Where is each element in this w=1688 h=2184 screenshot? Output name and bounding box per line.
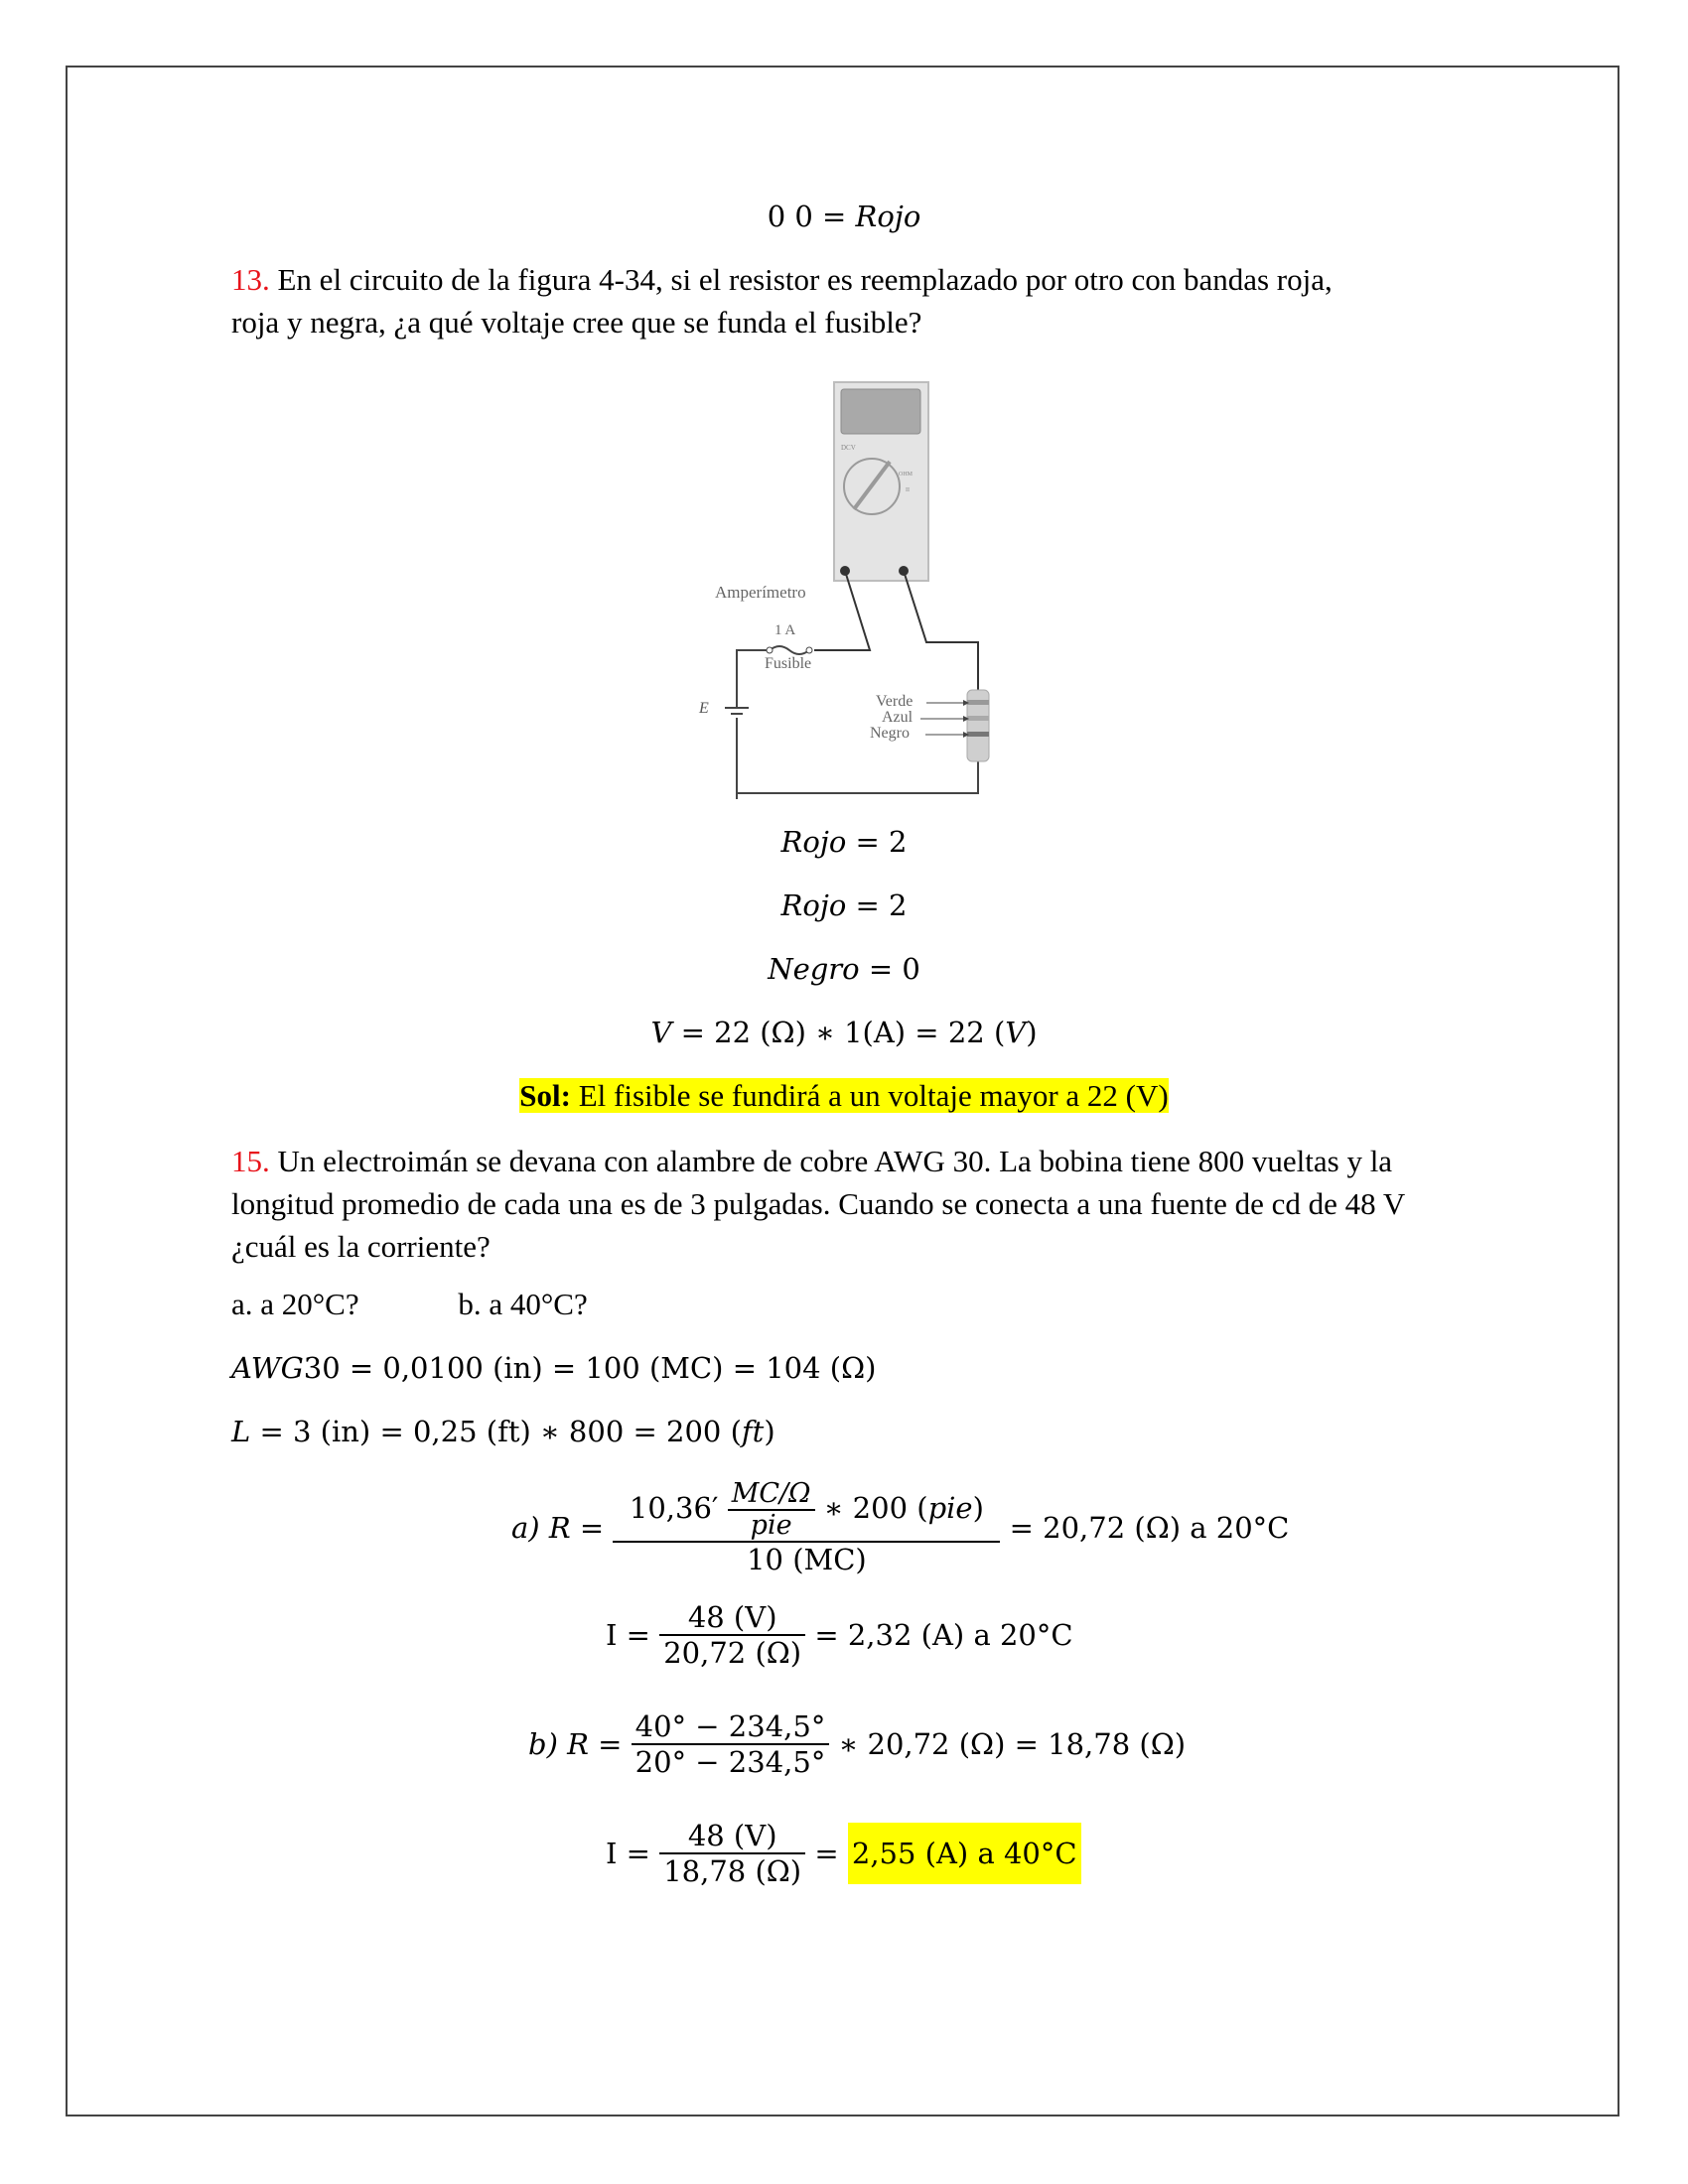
current-fraction <box>659 1819 805 1888</box>
question-text: roja y negra, ¿a qué voltaje cree que se funda el fusible? <box>231 305 922 340</box>
final-answer-highlight: 2,55 (A) a 40°C <box>848 1823 1081 1884</box>
color-value: = 2 <box>846 825 908 859</box>
voltage-numerator: 48 (V) <box>687 1819 777 1852</box>
fuse-label: Fusible <box>765 655 812 672</box>
current-40c-equation <box>606 1819 1081 1888</box>
awg-label: AWG <box>231 1351 304 1385</box>
part-a-label: a) R = <box>511 1511 614 1545</box>
length-values: = 3 (in) = 0,25 (ft) ∗ 800 = 200 ( <box>250 1415 742 1448</box>
resistance-denominator: 18,78 (Ω) <box>659 1852 805 1888</box>
part-b: b. a 40°C? <box>458 1287 588 1321</box>
ammeter-label: Amperímetro <box>715 583 806 602</box>
question-15-parts <box>231 1285 588 1324</box>
question-number: 15. <box>231 1144 270 1178</box>
resistance-fraction <box>613 1479 1000 1576</box>
color-value: = 2 <box>846 888 908 922</box>
resistance-40c-result: ∗ 20,72 (Ω) = 18,78 (Ω) <box>838 1727 1187 1761</box>
length-multiplier: ∗ 200 ( <box>823 1491 928 1525</box>
length-unit: ft <box>741 1415 765 1448</box>
voltage-unit: V <box>1005 1016 1027 1049</box>
circuit-figure <box>695 372 1013 799</box>
question-13-line2 <box>231 303 921 342</box>
question-text: Un electroimán se devana con alambre de cobre AWG 30. La bobina tiene 800 vueltas y la longitud promedio de cada una es de 3 pulgadas. Cuando se conecta a una fuente de cd de 48 V ¿cuál es la corriente? <box>231 1144 1405 1264</box>
awg-values: 30 = 0,0100 (in) = 100 (MC) = 104 (Ω) <box>303 1351 877 1385</box>
color-name: Negro <box>768 952 860 986</box>
solution-text: El fisible se fundirá a un voltaje mayor a 22 (V) <box>570 1078 1169 1113</box>
color-name: Rojo <box>780 888 847 922</box>
source-label: E <box>699 700 709 717</box>
resistance-20c-equation <box>511 1479 1289 1576</box>
top-equation <box>0 197 1688 236</box>
svg-text:II: II <box>906 487 910 493</box>
length-label: L <box>231 1415 251 1448</box>
voltage-equation <box>0 1013 1688 1052</box>
color-name: Rojo <box>780 825 847 859</box>
current-fraction <box>659 1600 805 1670</box>
part-a: a. a 20°C? <box>231 1287 359 1321</box>
equation-rhs: Rojo <box>855 200 921 233</box>
current-label: I = <box>606 1837 660 1870</box>
length-close: ) <box>972 1491 984 1525</box>
temperature-ratio-fraction <box>632 1709 830 1779</box>
awg-equation <box>231 1348 876 1388</box>
fuse-rating-label: 1 A <box>774 622 796 638</box>
current-20c-equation <box>606 1600 1073 1670</box>
unit-numerator: MC/Ω <box>731 1478 811 1509</box>
resistance-40c-equation <box>528 1709 1186 1779</box>
temperature-numerator: 40° − 234,5° <box>634 1709 826 1743</box>
band-label-negro: Negro <box>870 725 910 742</box>
question-13-line1 <box>231 260 1333 300</box>
solution-negro <box>0 949 1688 989</box>
length-equation <box>231 1412 775 1451</box>
current-label: I = <box>606 1618 660 1652</box>
solution-label: Sol: <box>519 1078 571 1113</box>
band-label-verde: Verde <box>876 693 914 710</box>
svg-text:OHM: OHM <box>899 472 914 478</box>
current-20c-result: = 2,32 (A) a 20°C <box>814 1618 1073 1652</box>
question-text: En el circuito de la figura 4-34, si el resistor es reemplazado por otro con bandas roja, <box>269 262 1333 297</box>
equation-lhs: 0 0 = <box>767 200 856 233</box>
solution-statement <box>0 1076 1688 1116</box>
solution-rojo-2 <box>0 886 1688 925</box>
multimeter-display <box>841 389 920 434</box>
length-close: ) <box>764 1415 775 1448</box>
voltage-close: ) <box>1026 1016 1038 1049</box>
svg-text:DCV: DCV <box>841 444 856 452</box>
voltage-numerator: 48 (V) <box>687 1600 777 1634</box>
resistance-20c-result: = 20,72 (Ω) a 20°C <box>1009 1511 1290 1545</box>
band-label-azul: Azul <box>882 709 914 726</box>
resistivity-value: 10,36′ <box>629 1491 719 1525</box>
temperature-denominator: 20° − 234,5° <box>632 1743 830 1779</box>
unit-denominator: pie <box>728 1509 815 1541</box>
equals-sign: = <box>814 1837 848 1870</box>
length-unit: pie <box>927 1491 973 1525</box>
question-15 <box>231 1140 1463 1268</box>
unit-fraction <box>728 1479 815 1541</box>
question-number: 13. <box>231 262 270 297</box>
solution-rojo-1 <box>0 822 1688 862</box>
resistance-denominator: 20,72 (Ω) <box>659 1634 805 1670</box>
area-denominator: 10 (MC) <box>613 1541 1000 1576</box>
part-b-label: b) R = <box>528 1727 632 1761</box>
voltage-symbol: V <box>650 1016 672 1049</box>
color-value: = 0 <box>859 952 920 986</box>
voltage-expression: = 22 (Ω) ∗ 1(A) = 22 ( <box>671 1016 1006 1049</box>
